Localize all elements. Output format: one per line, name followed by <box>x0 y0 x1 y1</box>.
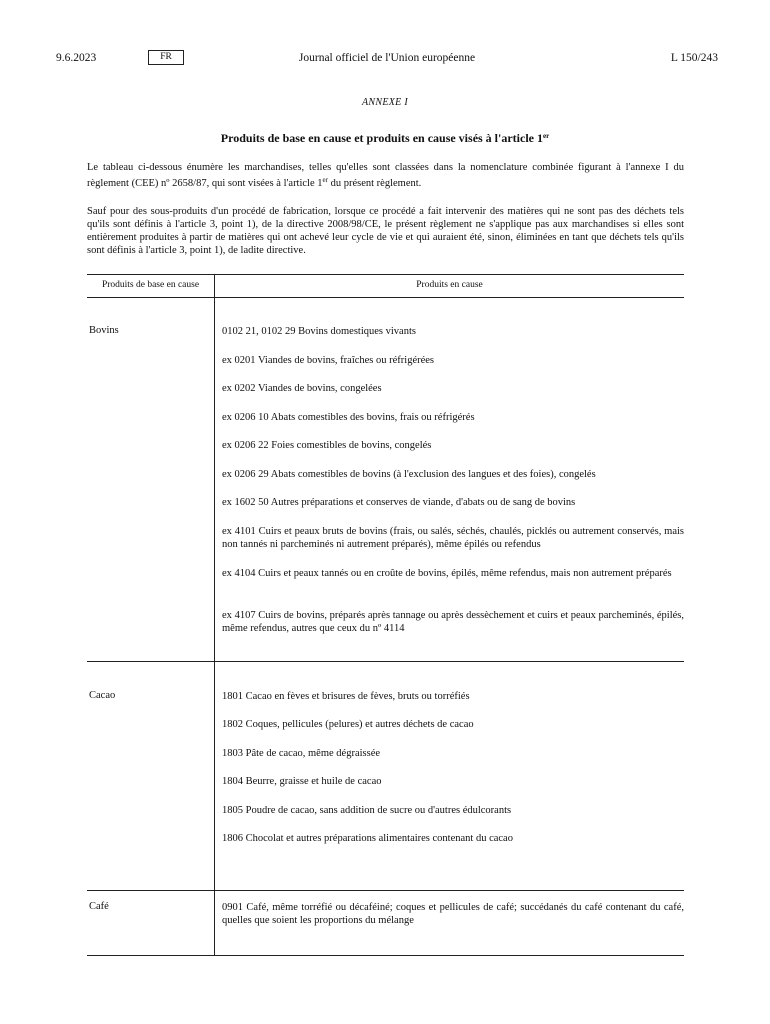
table-header-border <box>87 297 684 298</box>
product-item: ex 1602 50 Autres préparations et conserves de viande, d'abats ou de sang de bovins <box>222 497 576 508</box>
row-divider <box>87 661 684 662</box>
table-bottom-border <box>87 955 684 956</box>
product-item: 0102 21, 0102 29 Bovins domestiques vivants <box>222 326 416 337</box>
category-cacao: Cacao <box>89 690 116 701</box>
page-reference: L 150/243 <box>670 52 718 64</box>
row-divider <box>87 890 684 891</box>
product-item: 1804 Beurre, graisse et huile de cacao <box>222 776 382 787</box>
journal-name: Journal officiel de l'Union européenne <box>298 52 476 64</box>
title-text: Produits de base en cause et produits en cause visés à l'article 1 <box>220 131 543 145</box>
product-item: ex 0206 29 Abats comestibles de bovins (à l'exclusion des langues et des foies), congelés <box>222 469 596 480</box>
title-sup: er <box>543 132 550 140</box>
product-item: ex 4101 Cuirs et peaux bruts de bovins (frais, ou salés, séchés, chaulés, picklés ou autrement conservés, mais non tannés ni parcheminés ni autrement préparés), même épilés ou refendus <box>222 526 684 550</box>
intro-text-2: du présent règlement. <box>327 178 422 189</box>
exception-paragraph: Sauf pour des sous-produits d'un procédé de fabrication, lorsque ce procédé a fait intervenir des matières qui ne sont pas des déchets tels qu'ils sont définis à l'article 3, point 1), de la directive 2008/98/CE, le présent règlement ne s'applique pas aux marchandises si elles sont entièrement produites à partir de matières qui ont achevé leur cycle de vie et qui auraient été, sinon, éliminées en tant que déchets tels qu'ils sont définis à l'article 3, point 1), de ladite directive. <box>87 206 684 256</box>
annex-label: ANNEXE I <box>361 97 408 108</box>
language-badge: FR <box>148 50 184 65</box>
intro-paragraph <box>87 161 684 190</box>
product-item: ex 4104 Cuirs et peaux tannés ou en croûte de bovins, épilés, même refendus, mais non autrement préparés <box>222 568 672 579</box>
product-item: 1806 Chocolat et autres préparations alimentaires contenant du cacao <box>222 833 513 844</box>
product-item: ex 4107 Cuirs de bovins, préparés après tannage ou après dessèchement et cuirs et peaux parcheminés, épilés, même refendus, autres que ceux du nº 4114 <box>222 610 684 634</box>
page-header <box>56 52 718 68</box>
product-item: 1805 Poudre de cacao, sans addition de sucre ou d'autres édulcorants <box>222 805 512 816</box>
product-item: ex 0202 Viandes de bovins, congelées <box>222 383 382 394</box>
intro-sup: er <box>322 176 328 184</box>
table-top-border <box>87 274 684 275</box>
product-item: ex 0206 10 Abats comestibles des bovins, frais ou réfrigérés <box>222 412 475 423</box>
product-item: 1802 Coques, pellicules (pelures) et autres déchets de cacao <box>222 719 474 730</box>
product-item: 0901 Café, même torréfié ou décaféiné; coques et pellicules de café; succédanés du café contenant du café, quelles que soient les proportions du mélange <box>222 902 684 926</box>
product-item: 1803 Pâte de cacao, même dégraissée <box>222 748 381 759</box>
product-item: 1801 Cacao en fèves et brisures de fèves, bruts ou torréfiés <box>222 691 470 702</box>
products-table <box>87 274 684 956</box>
category-cafe: Café <box>89 901 109 912</box>
column-header-products: Produits en cause <box>416 280 483 290</box>
intro-text-1: Le tableau ci-dessous énumère les marchandises, telles qu'elles sont classées dans la nomenclature combinée figurant à l'annexe I du règlement (CEE) nº 2658/87, qui sont visées à l'article 1 <box>87 162 684 189</box>
product-item: ex 0206 22 Foies comestibles de bovins, congelés <box>222 440 432 451</box>
page-title <box>0 131 770 146</box>
product-item: ex 0201 Viandes de bovins, fraîches ou réfrigérées <box>222 355 435 366</box>
category-bovins: Bovins <box>89 325 119 336</box>
column-header-base-products: Produits de base en cause <box>101 280 200 290</box>
column-divider <box>214 274 215 956</box>
publication-date: 9.6.2023 <box>56 52 97 64</box>
